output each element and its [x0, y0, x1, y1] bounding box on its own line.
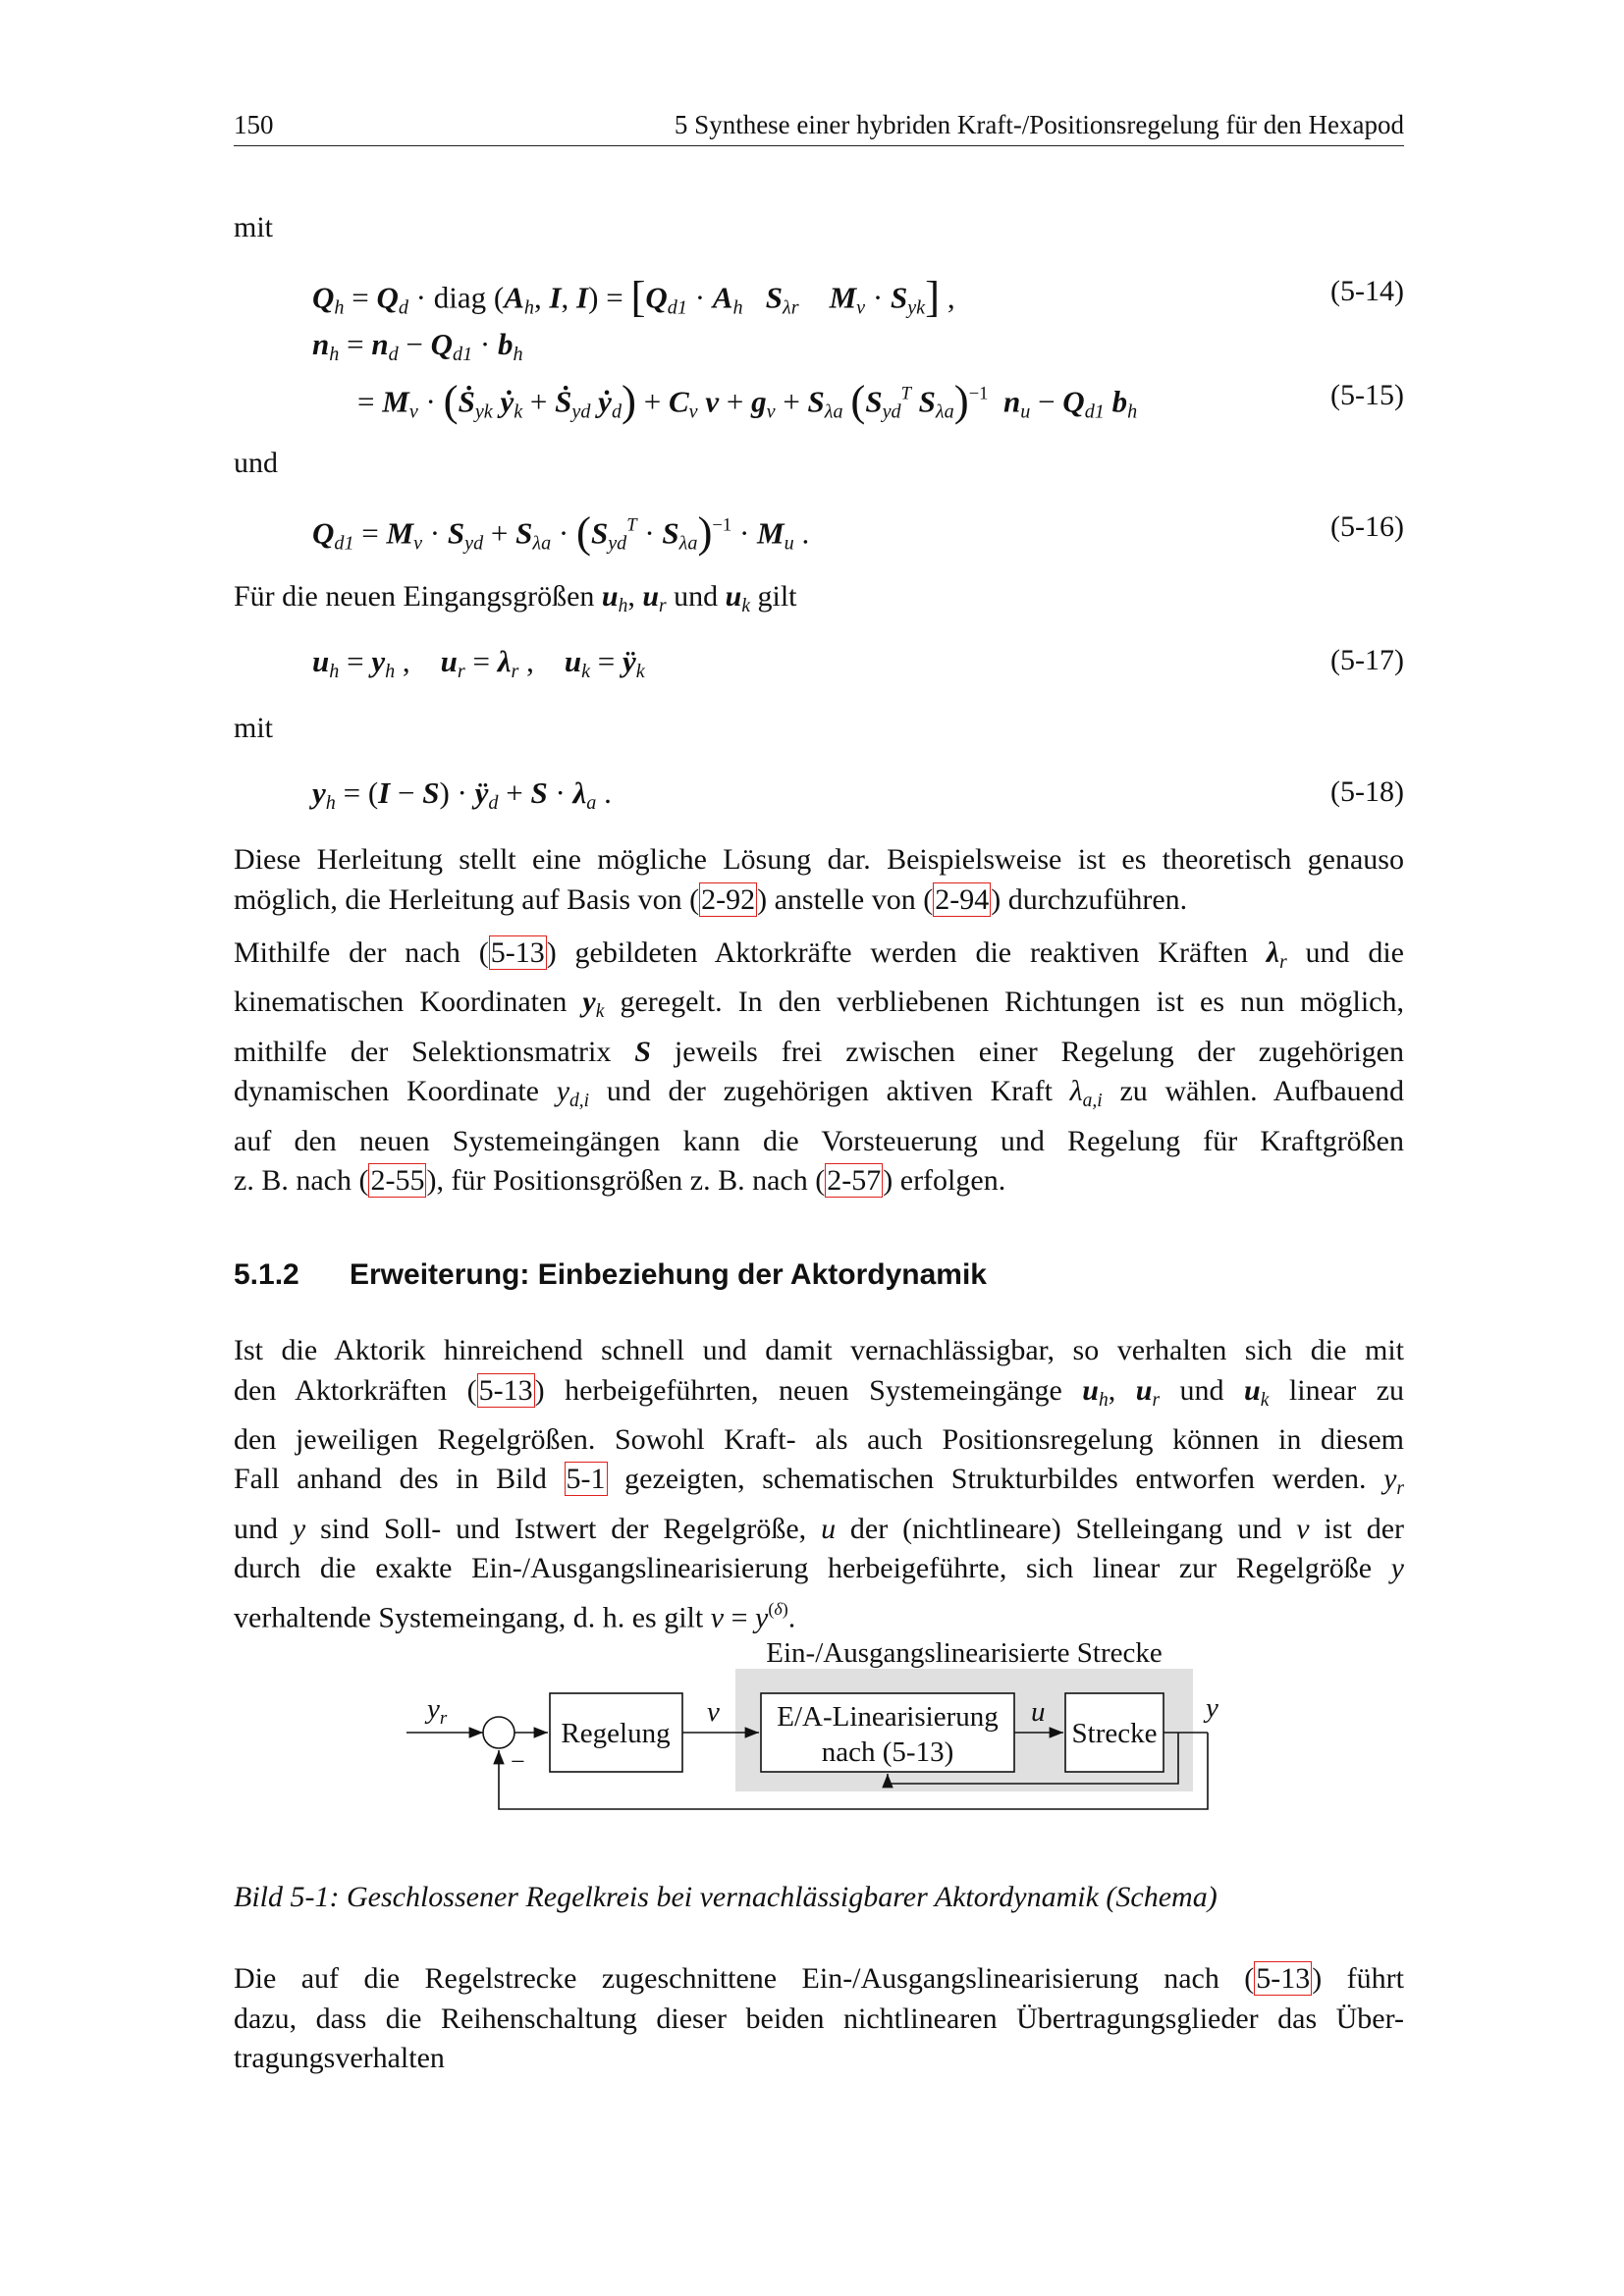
page-number: 150 — [234, 110, 274, 139]
ref-2-55[interactable]: 2-55 — [370, 1164, 425, 1198]
signal-u-label: u — [1031, 1696, 1046, 1728]
word-mit-2: mit — [234, 712, 274, 744]
equation-5-16: $Q_{d1} = M_v \cdot S_{yd} + S_{\lambda a} \cdot (S_{yd}^T \cdot S_{\lambda a})^{-1} \cdot M_u$ . — [312, 507, 810, 557]
equation-number-5-15: (5-15) — [1330, 379, 1404, 411]
ref-figure-5-1[interactable]: 5-1 — [566, 1463, 606, 1496]
ref-2-57[interactable]: 2-57 — [827, 1164, 882, 1198]
paragraph-actuator-fast: Ist die Aktorik hinreichend schnell und damit vernachlässigbar, so verhalten sich die mit den Aktorkräften (5-13) herbeigeführten, neuen Systemeingänge $u_h$, $u_r$ und $u_k$ linear zu den jeweiligen Regelgrößen. Sowohl Kraft- als auch Positionsregelung können in diesem Fall anhand des in Bild 5-1 gezeigten, schematischen Strukturbildes entworfen werden. $y_r$ und y sind Soll- und Istwert der Regelgröße, u der (nichtlineare) Stelleingang und v ist der durch die exakte Ein-/Ausgangslinearisierung herbeigeführte, sich linear zur Regelgröße y verhaltende Systemeingang, d. h. es gilt $v = y^{(\delta)}$. — [234, 1334, 1405, 1634]
equation-5-18: $y_h = (I - S)$ · $ÿ_d + S \cdot \lambda_a$ . — [312, 775, 612, 815]
ref-5-13-b[interactable]: 5-13 — [478, 1373, 533, 1407]
figure-caption-text: : Geschlossener Regelkreis bei vernachlässigbarer Aktordynamik (Schema) — [329, 1881, 1218, 1913]
equation-number-5-16: (5-16) — [1330, 510, 1404, 543]
linearization-label-2: nach (5-13) — [821, 1736, 954, 1768]
header-rule — [234, 145, 1404, 146]
figure-block-diagram — [393, 1634, 1237, 1880]
ref-2-94[interactable]: 2-94 — [935, 882, 990, 916]
paragraph-derivation: Diese Herleitung stellt eine mögliche Lösung dar. Beispielsweise ist es theoretisch genauso möglich, die Herleitung auf Basis von (2-92) anstelle von (2-94) durchzuführen. — [234, 843, 1404, 916]
equation-5-17: $u_h = y_h$ , $u_r = \lambda_r$ , $u_k$ = $ÿ_k$ — [312, 644, 645, 683]
inputs-intro: Für die neuen Eingangsgrößen $u_h$, $u_r$ und $u_k$ gilt — [234, 580, 797, 616]
word-mit: mit — [234, 211, 274, 243]
ref-2-92[interactable]: 2-92 — [701, 882, 756, 916]
equation-number-5-18: (5-18) — [1330, 775, 1404, 808]
figure-caption — [234, 1881, 1218, 1914]
figure-caption-label: Bild 5-1 — [234, 1881, 330, 1913]
equation-number-5-17: (5-17) — [1330, 644, 1404, 676]
word-und: und — [234, 447, 278, 479]
equation-5-15-line1: $n_h = n_d - Q_{d1} \cdot b_h$ — [312, 327, 523, 366]
ref-5-13-c[interactable]: 5-13 — [1256, 1962, 1311, 1995]
controller-label: Regelung — [561, 1718, 671, 1749]
ref-5-13[interactable]: 5-13 — [490, 936, 545, 969]
signal-y-label: y — [1206, 1692, 1218, 1724]
signal-yr-label: $y_r$ — [427, 1693, 448, 1729]
section-title: Erweiterung: Einbeziehung der Aktordynamik — [350, 1258, 987, 1291]
equation-5-15-line2: = $M_v$ · (Ṡ$_{yk}$ ẏ$_k$ + Ṡ$_{yd}$ ẏ$_d$) + $C_v$ $v + g_v + S_{\lambda a}$ ($S_{yd}^T$ $S_{\lambda a})^{-1}$ $n_u - Q_{d1}$ $b_h$ — [357, 376, 1138, 425]
signal-v-label: v — [707, 1696, 720, 1728]
equation-5-14: $Q_h = Q_d$ · diag ($A_h$, I, $I) = [Q_{d1} \cdot A_h$ $S_{\lambda r}$ $M_v \cdot S_{yk}$] , — [312, 272, 955, 321]
paragraph-actuator-forces: Mithilfe der nach (5-13) gebildeten Aktorkräfte werden die reaktiven Kräften $\lambda_r$ und die kinematischen Koordinaten $y_k$ geregelt. In den verbliebenen Richtungen ist es nun möglich, mithilfe der Selektionsmatrix S jeweils frei zwischen einer Regelung der zugehörigen dynamischen Koordinate $y_{d,i}$ und der zugehörigen aktiven Kraft $\lambda_{a,i}$ zu wählen. Aufbauend auf den neuen Systemeingängen kann die Vorsteuerung und Regelung für Kraftgrößen z. B. nach (2-55), für Positionsgrößen z. B. nach (2-57) erfolgen. — [234, 936, 1404, 1198]
linearization-label-1: E/A-Linearisierung — [777, 1701, 999, 1733]
section-number: 5.1.2 — [234, 1258, 299, 1291]
equation-number-5-14: (5-14) — [1330, 275, 1404, 307]
running-title: 5 Synthese einer hybriden Kraft-/Positionsregelung für den Hexapod — [674, 110, 1404, 139]
summing-junction — [483, 1717, 514, 1748]
minus-sign: − — [511, 1747, 525, 1776]
plant-region-label: Ein-/Ausgangslinearisierte Strecke — [766, 1637, 1163, 1669]
plant-label: Strecke — [1071, 1718, 1158, 1749]
paragraph-series-connection: Die auf die Regelstrecke zugeschnittene Ein-/Ausgangslinearisierung nach (5-13) führt dazu, dass die Reihenschaltung dieser beiden nichtlinearen Übertragungsglieder das Über- tragungsverhalten — [234, 1962, 1404, 2074]
